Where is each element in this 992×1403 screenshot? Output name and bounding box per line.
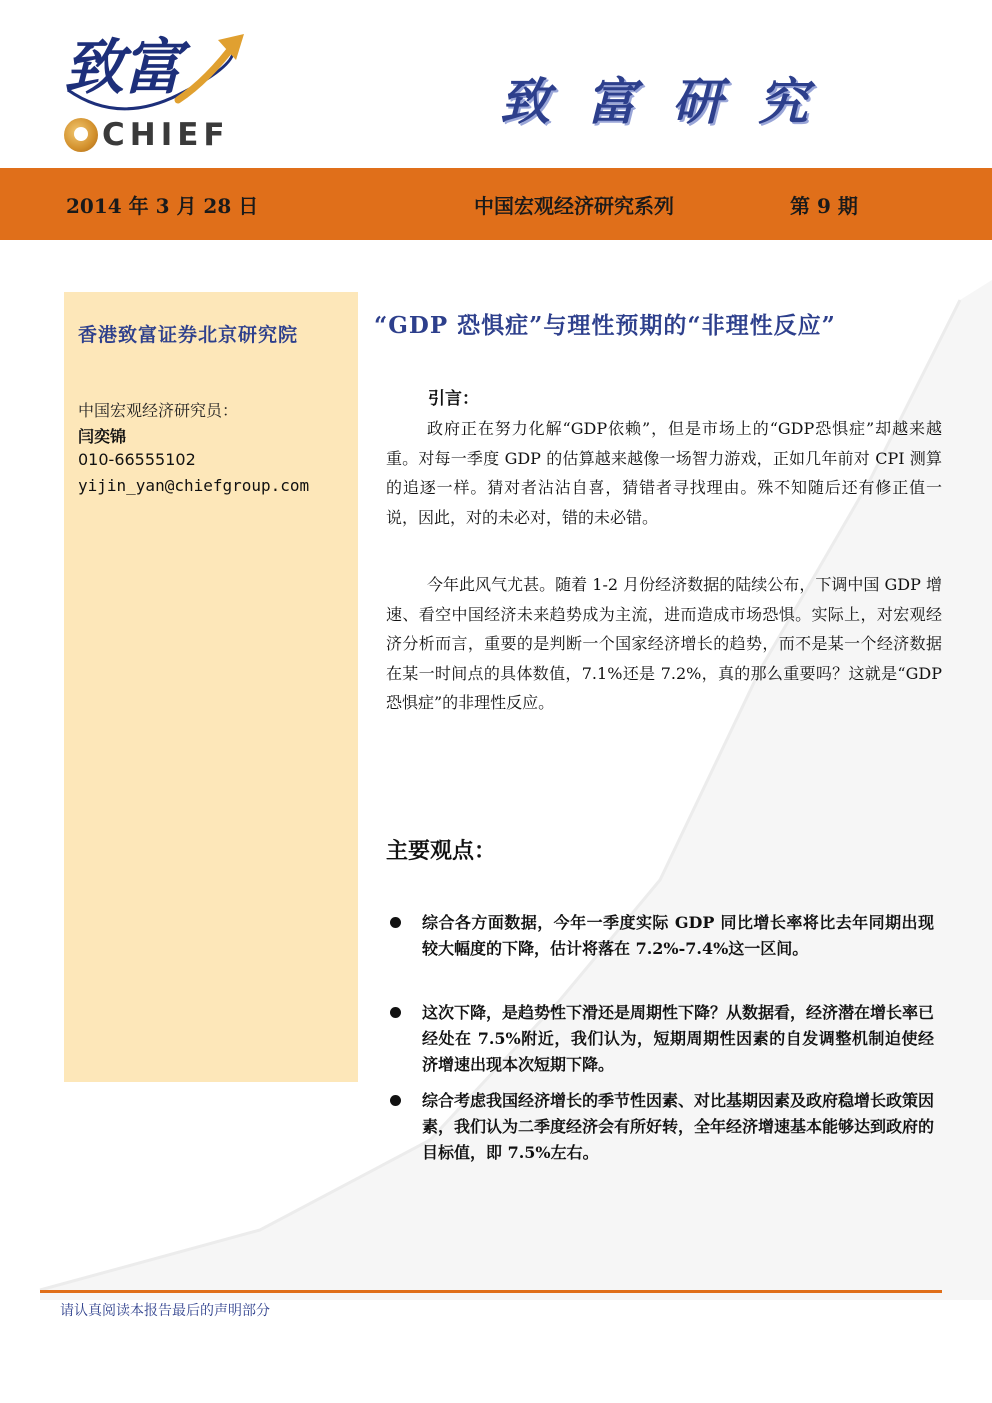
report-series: 中国宏观经济研究系列 [474,194,674,218]
report-date: 2014 年 3 月 28 日 [66,194,259,218]
author-phone: 010-66555102 [78,450,196,469]
logo-chinese-text: 致富 [64,33,180,103]
author-role: 中国宏观经济研究员： [78,401,239,420]
key-points-heading: 主要观点： [386,838,497,864]
intro-paragraph: 政府正在努力化解“GDP依赖”，但是市场上的“GDP恐惧症”却越来越重。对每一季度 GDP 的估算越来越像一场智力游戏，正如几年前对 CPI 测算的追逐一样。猜对者沾沾自喜，猜错者寻找理由。殊不知随后还有修正值一说，因此，对的未必对，错的未必错。 [386,419,942,527]
author-email[interactable]: yijin_yan@chiefgroup.com [78,476,310,495]
intro-paragraph: 今年此风气尤甚。随着 1-2 月份经济数据的陆续公布，下调中国 GDP 增速、看空中国经济未来趋势成为主流，进而造成市场恐惧。实际上，对宏观经济分析而言，重要的是判断一个国家经济增长的趋势，而不是某一个经济数据在某一时间点的具体数值，7.1%还是 7.2%，真的那么重要吗？这就是“GDP 恐惧症”的非理性反应。 [386,575,942,712]
key-point-text: 综合考虑我国经济增长的季节性因素、对比基期因素及政府稳增长政策因素，我们认为二季度经济会有所好转，全年经济增速基本能够达到政府的目标值，即 7.5%左右。 [422,1091,935,1162]
bullet-icon [390,1095,401,1106]
bullet-icon [390,1007,401,1018]
brand-title: 致富研究 [500,72,844,131]
author-sidebar [64,292,358,1082]
footer-divider [40,1290,942,1293]
institute-name: 香港致富证券北京研究院 [78,324,299,346]
report-title: “GDP 恐惧症”与理性预期的“非理性反应” [374,312,836,339]
logo-disc-icon [64,118,98,152]
key-point-text: 综合各方面数据，今年一季度实际 GDP 同比增长率将比去年同期出现较大幅度的下降，估计将落在 7.2%-7.4%这一区间。 [422,913,934,958]
logo [58,20,258,160]
footer-disclaimer: 请认真阅读本报告最后的声明部分 [60,1303,270,1319]
bullet-icon [390,917,401,928]
header-band [0,168,992,240]
logo-english-text: CHIEF [102,117,230,153]
intro-heading: 引言： [428,389,479,409]
author-name: 闫奕锦 [78,427,127,446]
key-point-text: 这次下降，是趋势性下滑还是周期性下降？从数据看，经济潜在增长率已经处在 7.5%附近，我们认为，短期周期性因素的自发调整机制迫使经济增速出现本次短期下降。 [422,1003,935,1074]
report-issue: 第 9 期 [790,194,858,218]
